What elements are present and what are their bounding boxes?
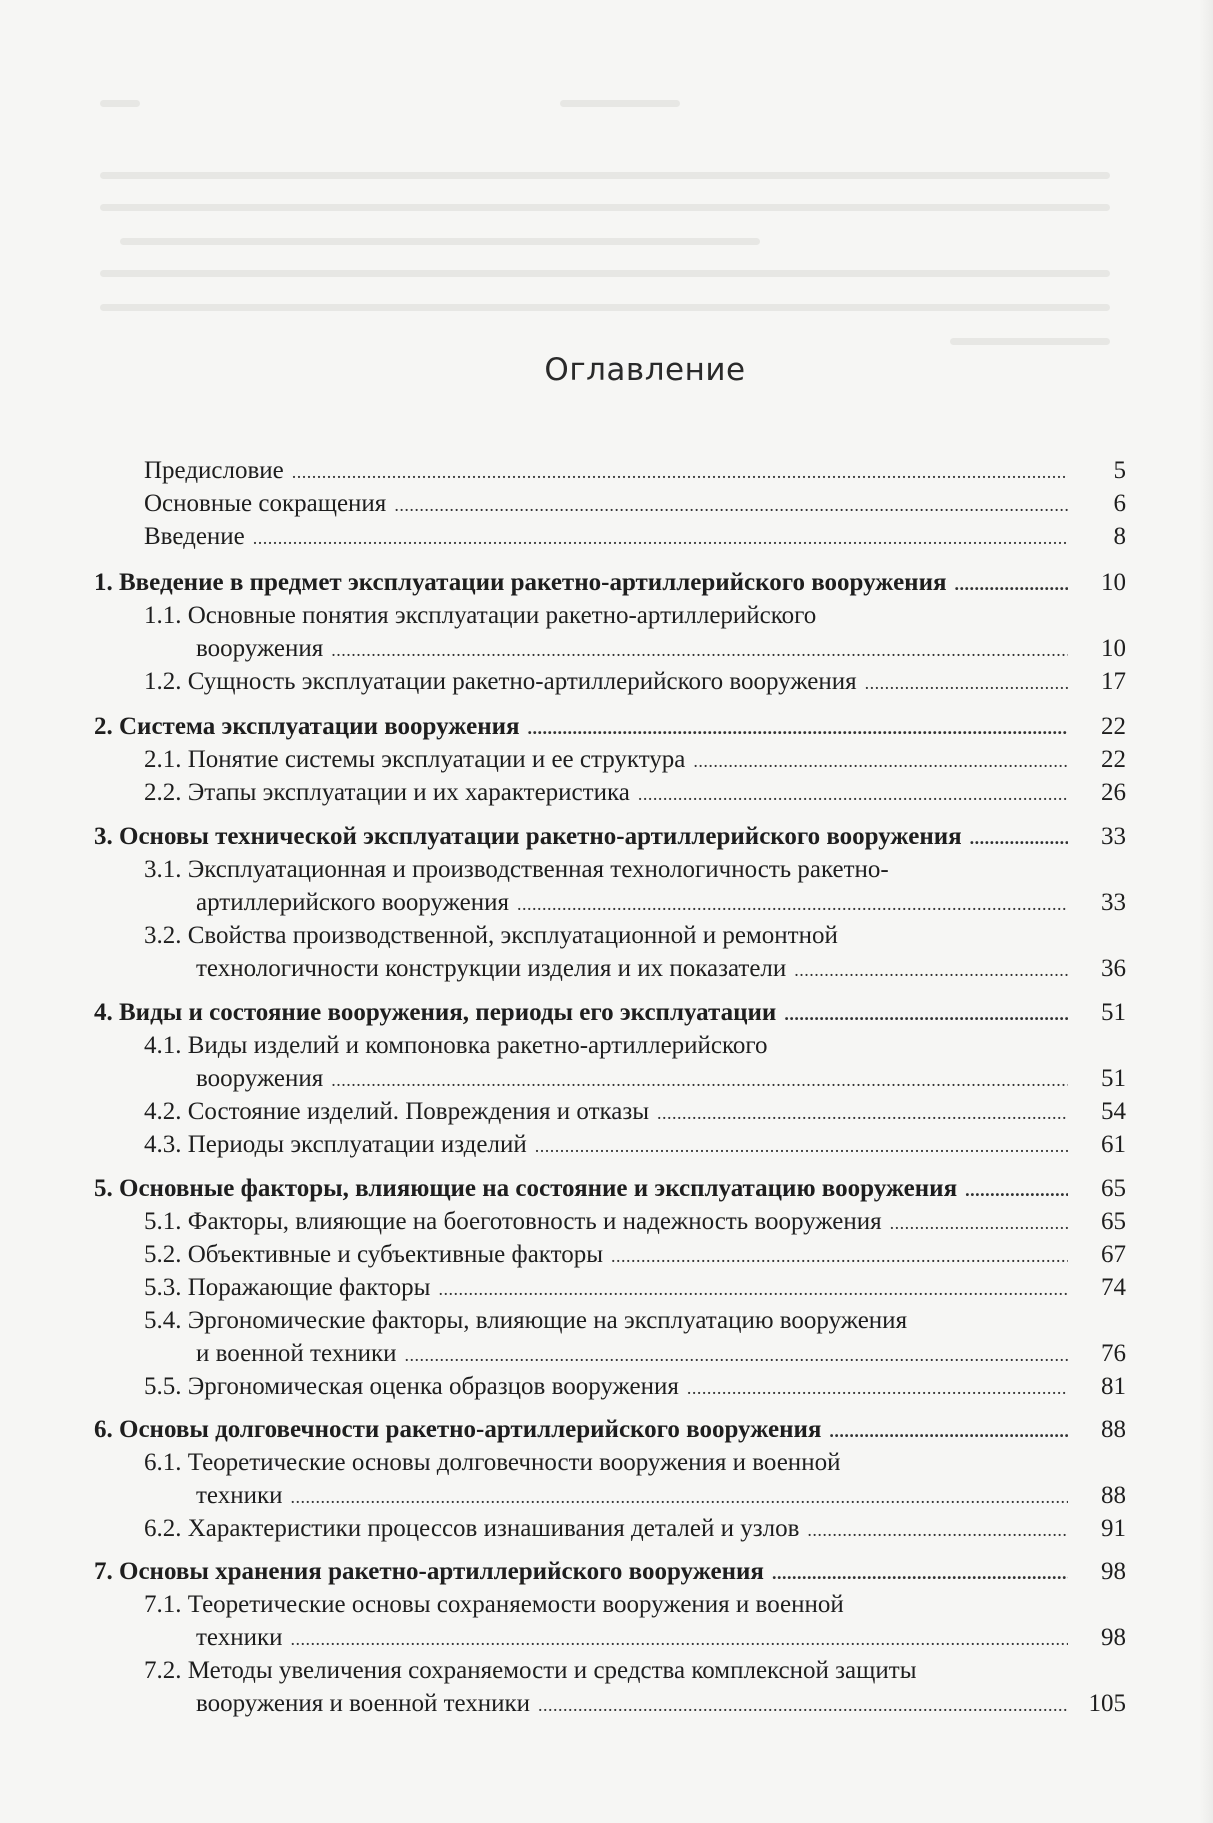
toc-page-number: 8 (1113, 523, 1126, 550)
dot-leader (829, 1414, 1068, 1447)
chapter-title: 5. Основные факторы, влияющие на состояние и эксплуатацию вооружения (94, 1175, 958, 1202)
chapter-title: 4. Виды и состояние вооружения, периоды его эксплуатации (94, 999, 777, 1026)
toc-section-4-1-cont (196, 1063, 1126, 1096)
toc-section-6-1 (144, 1447, 840, 1479)
section-title: 6.2. Характеристики процессов изнашивания деталей и узлов (144, 1515, 800, 1542)
section-title-cont: техники (196, 1624, 283, 1651)
section-title: 7.2. Методы увеличения сохраняемости и средства комплексной защиты (144, 1657, 917, 1684)
dot-leader (290, 1622, 1068, 1655)
toc-section-3-1 (144, 854, 889, 886)
section-title: 2.2. Этапы эксплуатации и их характеристика (144, 779, 630, 806)
toc-page-number: 10 (1101, 569, 1126, 596)
section-title-cont: вооружения (196, 635, 324, 662)
toc-section-7-1 (144, 1589, 844, 1621)
dot-leader (611, 1239, 1068, 1272)
dot-leader (807, 1513, 1068, 1546)
section-title: 6.1. Теоретические основы долговечности вооружения и военной (144, 1449, 841, 1476)
dot-leader (794, 953, 1068, 986)
toc-section-5-1 (144, 1206, 1126, 1239)
toc-chapter-7 (94, 1556, 1126, 1589)
toc-chapter-4 (94, 997, 1126, 1030)
toc-section-1-1 (144, 600, 816, 632)
toc-page-number: 54 (1101, 1098, 1126, 1125)
toc-section-6-2 (144, 1513, 1126, 1546)
section-title: 1.1. Основные понятия эксплуатации ракетно-артиллерийского (144, 602, 817, 629)
section-title: 1.2. Сущность эксплуатации ракетно-артиллерийского вооружения (144, 668, 857, 695)
dot-leader (528, 711, 1068, 744)
toc-section-1-2 (144, 666, 1126, 699)
toc-page-number: 10 (1101, 635, 1126, 662)
section-title: 5.5. Эргономическая оценка образцов вооружения (144, 1373, 679, 1400)
dot-leader (438, 1272, 1068, 1305)
dot-leader (290, 1480, 1068, 1513)
dot-leader (538, 1688, 1068, 1721)
section-title-cont: вооружения (196, 1065, 324, 1092)
toc-chapter-1 (94, 567, 1126, 600)
toc-section-4-3 (144, 1129, 1126, 1162)
toc-page-number: 74 (1101, 1274, 1126, 1301)
dot-leader (772, 1556, 1068, 1589)
toc-entry-preface (144, 455, 1126, 488)
toc-page-number: 51 (1101, 999, 1126, 1026)
toc-page-number: 61 (1101, 1131, 1126, 1158)
toc-page-number: 105 (1088, 1690, 1126, 1717)
toc-section-5-3 (144, 1272, 1126, 1305)
toc-page-number: 17 (1101, 668, 1126, 695)
dot-leader (955, 567, 1068, 600)
toc-entry-label: Основные сокращения (144, 490, 387, 517)
toc-section-3-2 (144, 920, 838, 952)
toc-page-number: 67 (1101, 1241, 1126, 1268)
toc-page-number: 91 (1101, 1515, 1126, 1542)
toc-page-number: 6 (1113, 490, 1126, 517)
section-title: 4.1. Виды изделий и компоновка ракетно-артиллерийского (144, 1032, 768, 1059)
toc-entry-introduction (144, 521, 1126, 554)
dot-leader (693, 744, 1068, 777)
toc-section-7-1-cont (196, 1622, 1126, 1655)
toc-chapter-6 (94, 1414, 1126, 1447)
toc-section-4-1 (144, 1030, 768, 1062)
dot-leader (253, 521, 1068, 554)
dot-leader (657, 1096, 1068, 1129)
section-title: 3.1. Эксплуатационная и производственная технологичность ракетно- (144, 856, 889, 883)
toc-section-7-2 (144, 1655, 917, 1687)
toc-section-5-4 (144, 1305, 907, 1337)
dot-leader (638, 777, 1068, 810)
toc-page-number: 36 (1101, 955, 1126, 982)
toc-page-number: 98 (1101, 1624, 1126, 1651)
toc-page-number: 65 (1101, 1175, 1126, 1202)
dot-leader (535, 1129, 1068, 1162)
toc-page-number: 76 (1101, 1340, 1126, 1367)
chapter-title: 1. Введение в предмет эксплуатации ракетно-артиллерийского вооружения (94, 569, 947, 596)
dot-leader (331, 633, 1068, 666)
toc-entry-label: Предисловие (144, 457, 284, 484)
toc-page-number: 33 (1101, 823, 1126, 850)
dot-leader (292, 455, 1068, 488)
dot-leader (965, 1173, 1068, 1206)
dot-leader (405, 1338, 1068, 1371)
dot-leader (970, 821, 1068, 854)
toc-section-6-1-cont (196, 1480, 1126, 1513)
section-title: 7.1. Теоретические основы сохраняемости вооружения и военной (144, 1591, 844, 1618)
toc-page-number: 65 (1101, 1208, 1126, 1235)
toc-section-3-2-cont (196, 953, 1126, 986)
section-title: 5.1. Факторы, влияющие на боеготовность и надежность вооружения (144, 1208, 882, 1235)
dot-leader (865, 666, 1068, 699)
toc-page-number: 88 (1101, 1482, 1126, 1509)
toc-chapter-3 (94, 821, 1126, 854)
toc-chapter-2 (94, 711, 1126, 744)
chapter-title: 3. Основы технической эксплуатации ракетно-артиллерийского вооружения (94, 823, 962, 850)
toc-page-number: 22 (1101, 746, 1126, 773)
section-title: 4.2. Состояние изделий. Повреждения и отказы (144, 1098, 650, 1125)
toc-page-number: 22 (1101, 713, 1126, 740)
toc-section-4-2 (144, 1096, 1126, 1129)
section-title-cont: вооружения и военной техники (196, 1690, 531, 1717)
toc-chapter-5 (94, 1173, 1126, 1206)
section-title: 5.2. Объективные и субъективные факторы (144, 1241, 604, 1268)
page-title: Оглавление (544, 352, 746, 388)
toc-page-number: 33 (1101, 889, 1126, 916)
chapter-title: 6. Основы долговечности ракетно-артиллерийского вооружения (94, 1416, 822, 1443)
dot-leader (890, 1206, 1068, 1239)
toc-section-7-2-cont (196, 1688, 1126, 1721)
section-title: 3.2. Свойства производственной, эксплуатационной и ремонтной (144, 922, 838, 949)
toc-page-number: 51 (1101, 1065, 1126, 1092)
section-title: 5.3. Поражающие факторы (144, 1274, 431, 1301)
dot-leader (784, 997, 1068, 1030)
toc-page-number: 98 (1101, 1558, 1126, 1585)
toc-section-5-4-cont (196, 1338, 1126, 1371)
toc-entry-abbreviations (144, 488, 1126, 521)
toc-page-number: 88 (1101, 1416, 1126, 1443)
page-edge-shadow (1199, 0, 1213, 1823)
toc-entry-label: Введение (144, 523, 245, 550)
section-title: 2.1. Понятие системы эксплуатации и ее структура (144, 746, 686, 773)
chapter-title: 2. Система эксплуатации вооружения (94, 713, 520, 740)
toc-page-number: 26 (1101, 779, 1126, 806)
toc-section-2-1 (144, 744, 1126, 777)
toc-page-number: 5 (1113, 457, 1126, 484)
toc-section-2-2 (144, 777, 1126, 810)
toc-section-5-5 (144, 1371, 1126, 1404)
section-title: 5.4. Эргономические факторы, влияющие на эксплуатацию вооружения (144, 1307, 908, 1334)
section-title-cont: и военной техники (196, 1340, 397, 1367)
section-title-cont: технологичности конструкции изделия и их показатели (196, 955, 787, 982)
toc-section-5-2 (144, 1239, 1126, 1272)
chapter-title: 7. Основы хранения ракетно-артиллерийского вооружения (94, 1558, 764, 1585)
section-title-cont: техники (196, 1482, 283, 1509)
toc-page-number: 81 (1101, 1373, 1126, 1400)
dot-leader (687, 1371, 1068, 1404)
toc-section-1-1-cont (196, 633, 1126, 666)
section-title: 4.3. Периоды эксплуатации изделий (144, 1131, 527, 1158)
dot-leader (394, 488, 1068, 521)
toc-section-3-1-cont (196, 887, 1126, 920)
section-title-cont: артиллерийского вооружения (196, 889, 510, 916)
dot-leader (331, 1063, 1068, 1096)
dot-leader (517, 887, 1068, 920)
